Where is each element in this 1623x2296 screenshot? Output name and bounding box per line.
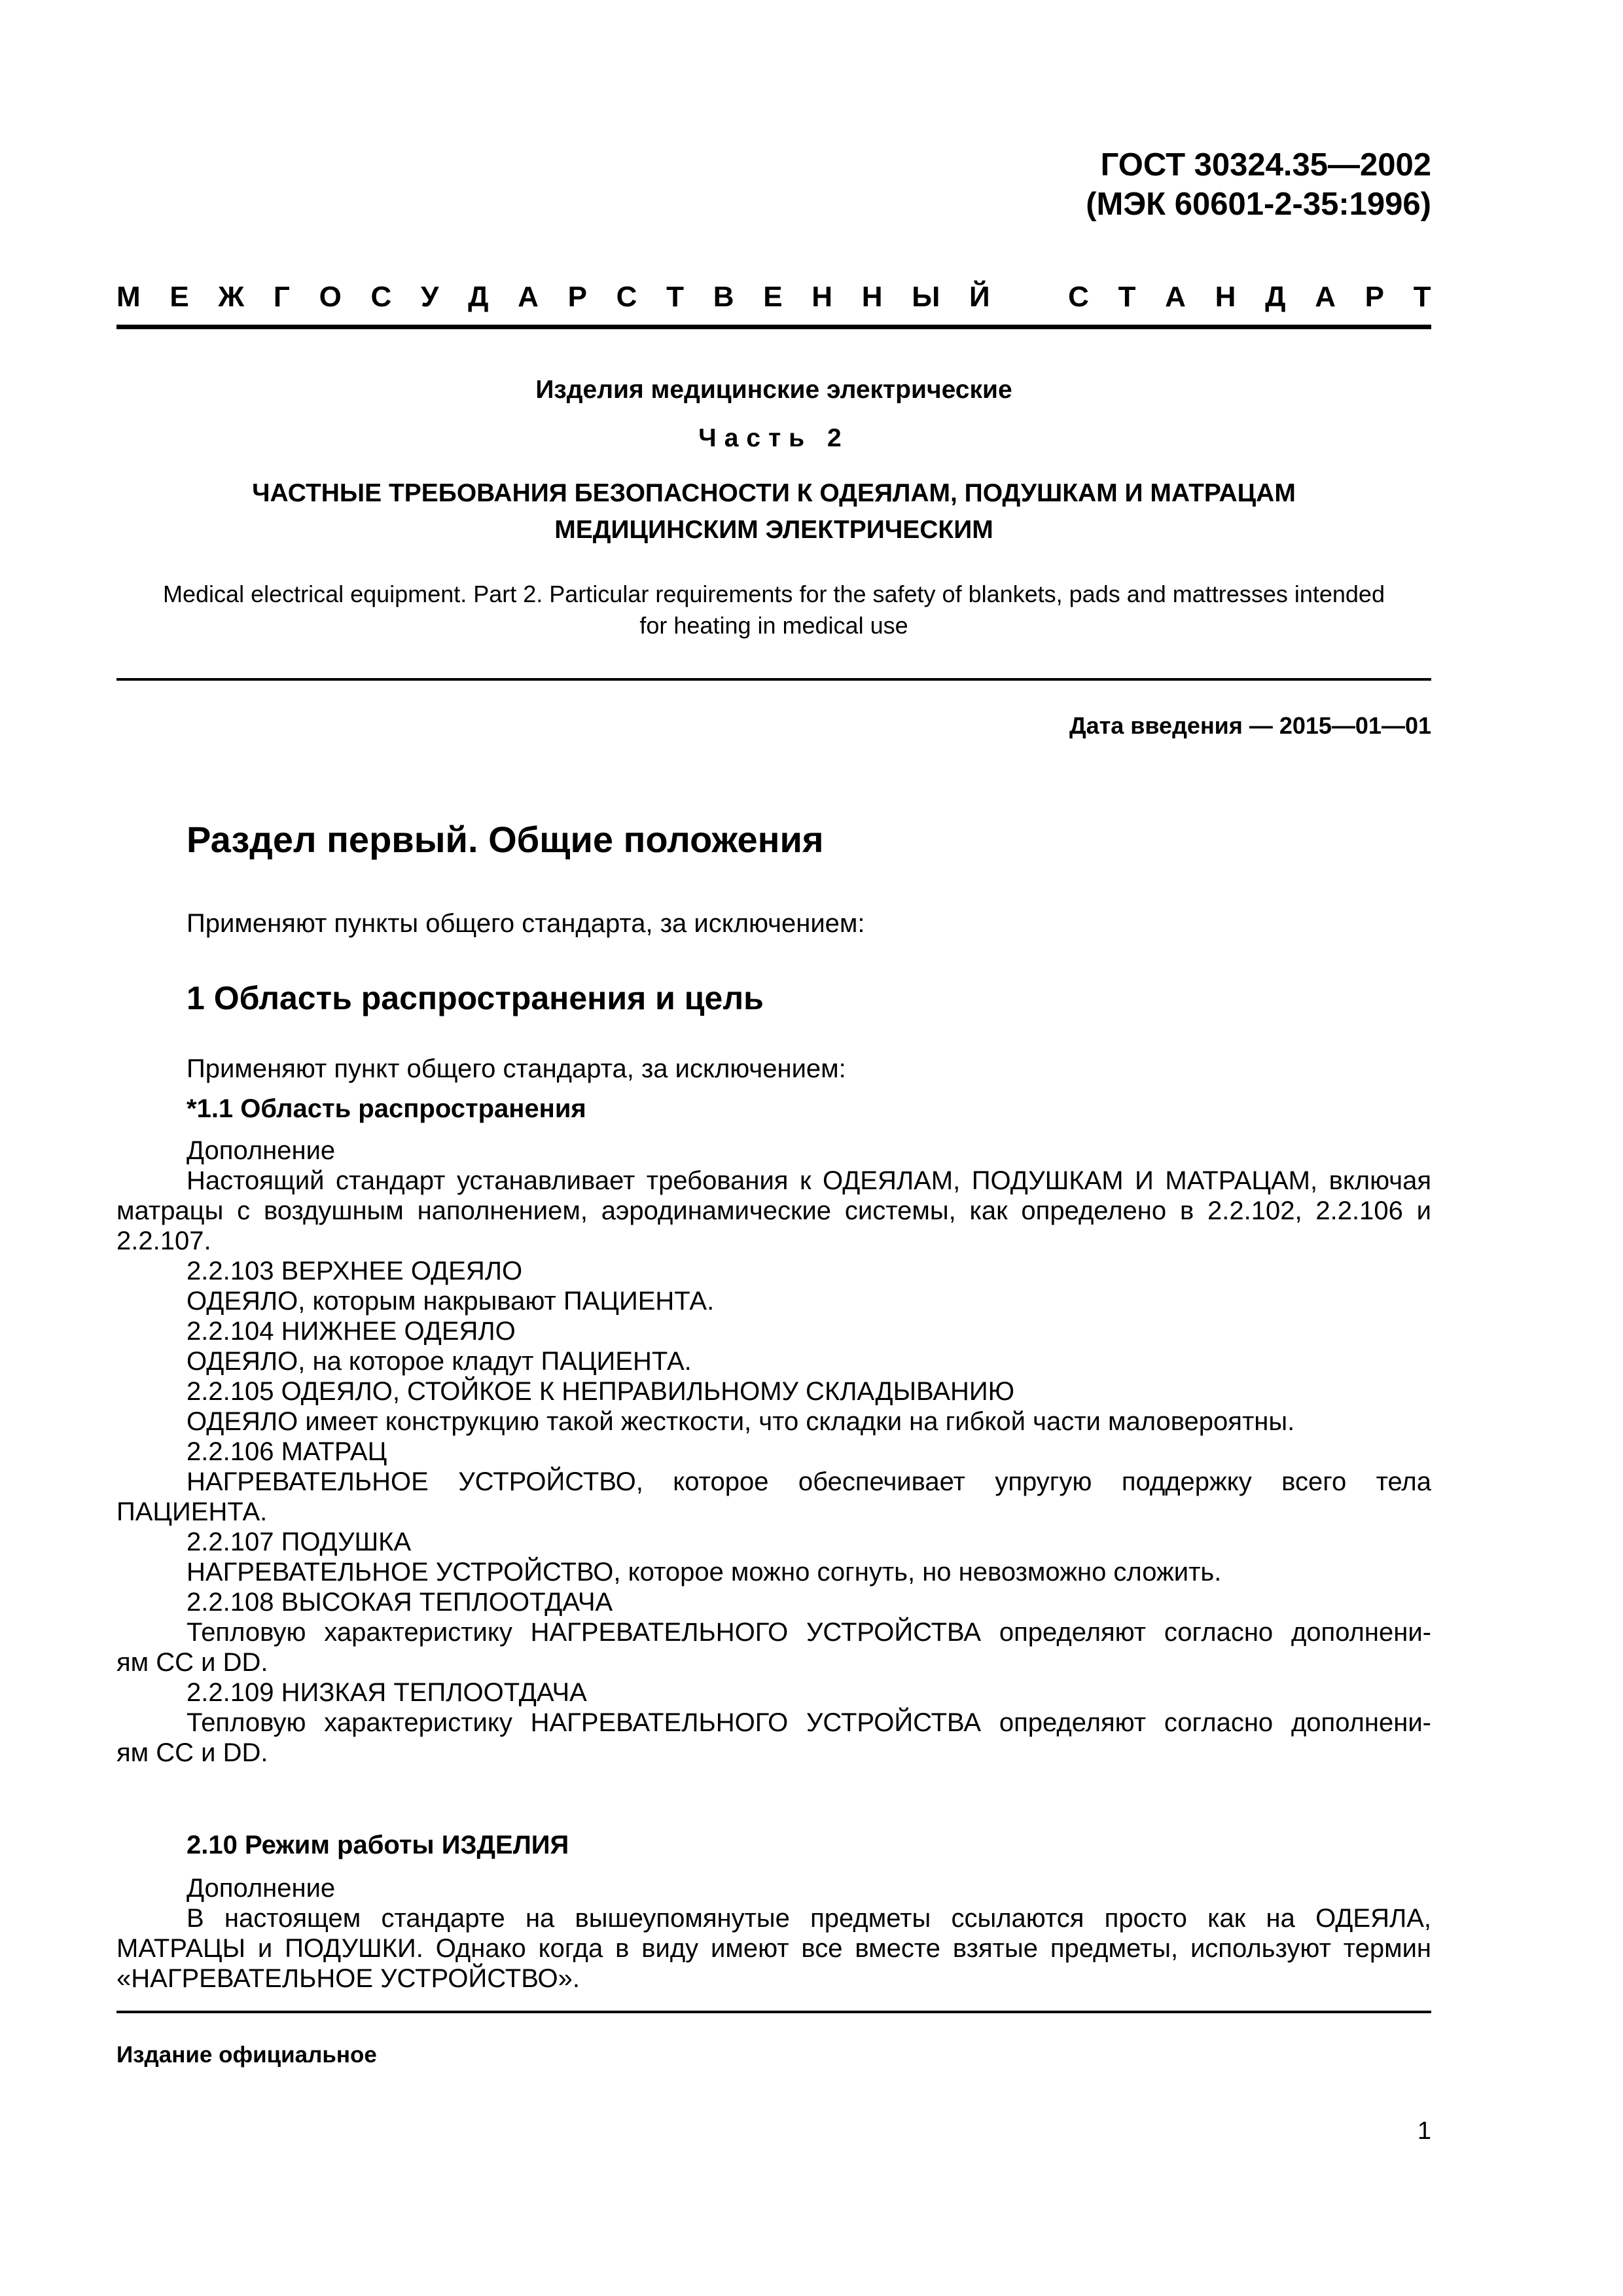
text-line: Дополнение — [187, 1136, 336, 1165]
text-line: матрацы с воздушным наполнением, аэродинамические системы, как определено в 2.2.102, 2.2.106 и — [116, 1196, 1431, 1225]
banner-letter: М — [116, 281, 141, 313]
banner-letter: Ы — [912, 281, 940, 313]
text-line: Дополнение — [187, 1874, 336, 1903]
banner-letter: Т — [1118, 281, 1136, 313]
clause-1-heading: 1 Область распространения и цель — [187, 980, 764, 1016]
banner-letter: Н — [1215, 281, 1236, 313]
title-main: Изделия медицинские электрические — [535, 376, 1012, 404]
banner-rule — [116, 325, 1431, 329]
banner-letter: В — [713, 281, 734, 313]
banner-letter: О — [319, 281, 342, 313]
banner-letter: А — [518, 281, 539, 313]
banner-letter: С — [616, 281, 637, 313]
term-number: 2.2.108 ВЫСОКАЯ ТЕПЛООТДАЧА — [187, 1588, 613, 1617]
banner-letter: Е — [169, 281, 189, 313]
section-intro: Применяют пункты общего стандарта, за исключением: — [187, 909, 865, 938]
title-english-line1: Medical electrical equipment. Part 2. Particular requirements for the safety of blankets, pads and mattresses intended — [163, 581, 1385, 607]
banner-letter: Р — [1364, 281, 1385, 313]
banner-letter: У — [420, 281, 439, 313]
term-definition: ПАЦИЕНТА. — [116, 1498, 268, 1526]
title-part: Часть 2 — [698, 424, 849, 452]
clause-1-intro: Применяют пункт общего стандарта, за исключением: — [187, 1054, 846, 1083]
banner-letter: Д — [1265, 281, 1286, 313]
term-number: 2.2.105 ОДЕЯЛО, СТОЙКОЕ К НЕПРАВИЛЬНОМУ СКЛАДЫВАНИЮ — [187, 1377, 1015, 1406]
text-line: В настоящем стандарте на вышеупомянутые предметы ссылаются просто как на ОДЕЯЛА, — [187, 1904, 1431, 1933]
text-line: «НАГРЕВАТЕЛЬНОЕ УСТРОЙСТВО». — [116, 1964, 580, 1993]
term-definition: НАГРЕВАТЕЛЬНОЕ УСТРОЙСТВО, которое обеспечивает упругую поддержку всего тела — [187, 1467, 1431, 1496]
banner-letter: Й — [969, 281, 990, 313]
banner-letter: Р — [567, 281, 587, 313]
banner-letter: Т — [1413, 281, 1431, 313]
introduction-date: Дата введения — 2015—01—01 — [1069, 712, 1431, 739]
term-definition: ям CC и DD. — [116, 1738, 268, 1767]
term-definition: ОДЕЯЛО, на которое кладут ПАЦИЕНТА. — [187, 1347, 692, 1376]
title-specific-line2: МЕДИЦИНСКИМ ЭЛЕКТРИЧЕСКИМ — [554, 516, 993, 544]
term-number: 2.2.107 ПОДУШКА — [187, 1528, 412, 1556]
iec-reference: (МЭК 60601-2-35:1996) — [1086, 187, 1431, 222]
text-line: Настоящий стандарт устанавливает требования к ОДЕЯЛАМ, ПОДУШКАМ И МАТРАЦАМ, включая — [187, 1166, 1431, 1195]
clause-1-1-body — [116, 1136, 1431, 1768]
term-number: 2.2.104 НИЖНЕЕ ОДЕЯЛО — [187, 1317, 516, 1346]
banner-letter: Д — [468, 281, 489, 313]
term-definition: Тепловую характеристику НАГРЕВАТЕЛЬНОГО УСТРОЙСТВА определяют согласно дополнени- — [187, 1618, 1431, 1647]
banner-letter: Т — [666, 281, 685, 313]
banner-letter: Г — [273, 281, 290, 313]
clause-1-1-heading: *1.1 Область распространения — [187, 1094, 586, 1123]
term-number: 2.2.103 ВЕРХНЕЕ ОДЕЯЛО — [187, 1257, 523, 1285]
title-english — [116, 579, 1431, 641]
term-definition: НАГРЕВАТЕЛЬНОЕ УСТРОЙСТВО, которое можно согнуть, но невозможно сложить. — [187, 1558, 1222, 1587]
title-specific — [116, 475, 1431, 548]
clause-2-10-heading: 2.10 Режим работы ИЗДЕЛИЯ — [187, 1831, 569, 1859]
banner-letter: Н — [861, 281, 883, 313]
term-definition: ОДЕЯЛО, которым накрывают ПАЦИЕНТА. — [187, 1287, 715, 1316]
section-title: Раздел первый. Общие положения — [187, 819, 824, 860]
standard-type-banner — [116, 278, 1431, 317]
document-number-block — [1086, 145, 1431, 224]
term-definition: ям CC и DD. — [116, 1648, 268, 1677]
title-english-line2: for heating in medical use — [639, 612, 908, 639]
banner-letter: С — [370, 281, 392, 313]
clause-2-10-body — [116, 1873, 1431, 1994]
term-number: 2.2.109 НИЗКАЯ ТЕПЛООТДАЧА — [187, 1678, 587, 1707]
term-definition: Тепловую характеристику НАГРЕВАТЕЛЬНОГО УСТРОЙСТВА определяют согласно дополнени- — [187, 1708, 1431, 1737]
banner-letter: С — [1068, 281, 1089, 313]
official-edition-label: Издание официальное — [116, 2042, 377, 2068]
term-definition: ОДЕЯЛО имеет конструкцию такой жесткости, что складки на гибкой части маловероятны. — [187, 1407, 1295, 1436]
footer-rule — [116, 2011, 1431, 2013]
banner-letter: Ж — [218, 281, 245, 313]
document-number: ГОСТ 30324.35—2002 — [1100, 147, 1431, 183]
title-rule — [116, 678, 1431, 681]
title-specific-line1: ЧАСТНЫЕ ТРЕБОВАНИЯ БЕЗОПАСНОСТИ К ОДЕЯЛАМ, ПОДУШКАМ И МАТРАЦАМ — [252, 479, 1296, 507]
banner-letter: А — [1315, 281, 1336, 313]
term-number: 2.2.106 МАТРАЦ — [187, 1437, 387, 1466]
banner-letter: Н — [812, 281, 833, 313]
text-line: МАТРАЦЫ и ПОДУШКИ. Однако когда в виду имеют все вместе взятые предметы, используют термин — [116, 1934, 1431, 1963]
banner-letter: А — [1165, 281, 1186, 313]
banner-letter: Е — [763, 281, 783, 313]
page-number: 1 — [1417, 2117, 1431, 2145]
text-line: 2.2.107. — [116, 1227, 211, 1255]
